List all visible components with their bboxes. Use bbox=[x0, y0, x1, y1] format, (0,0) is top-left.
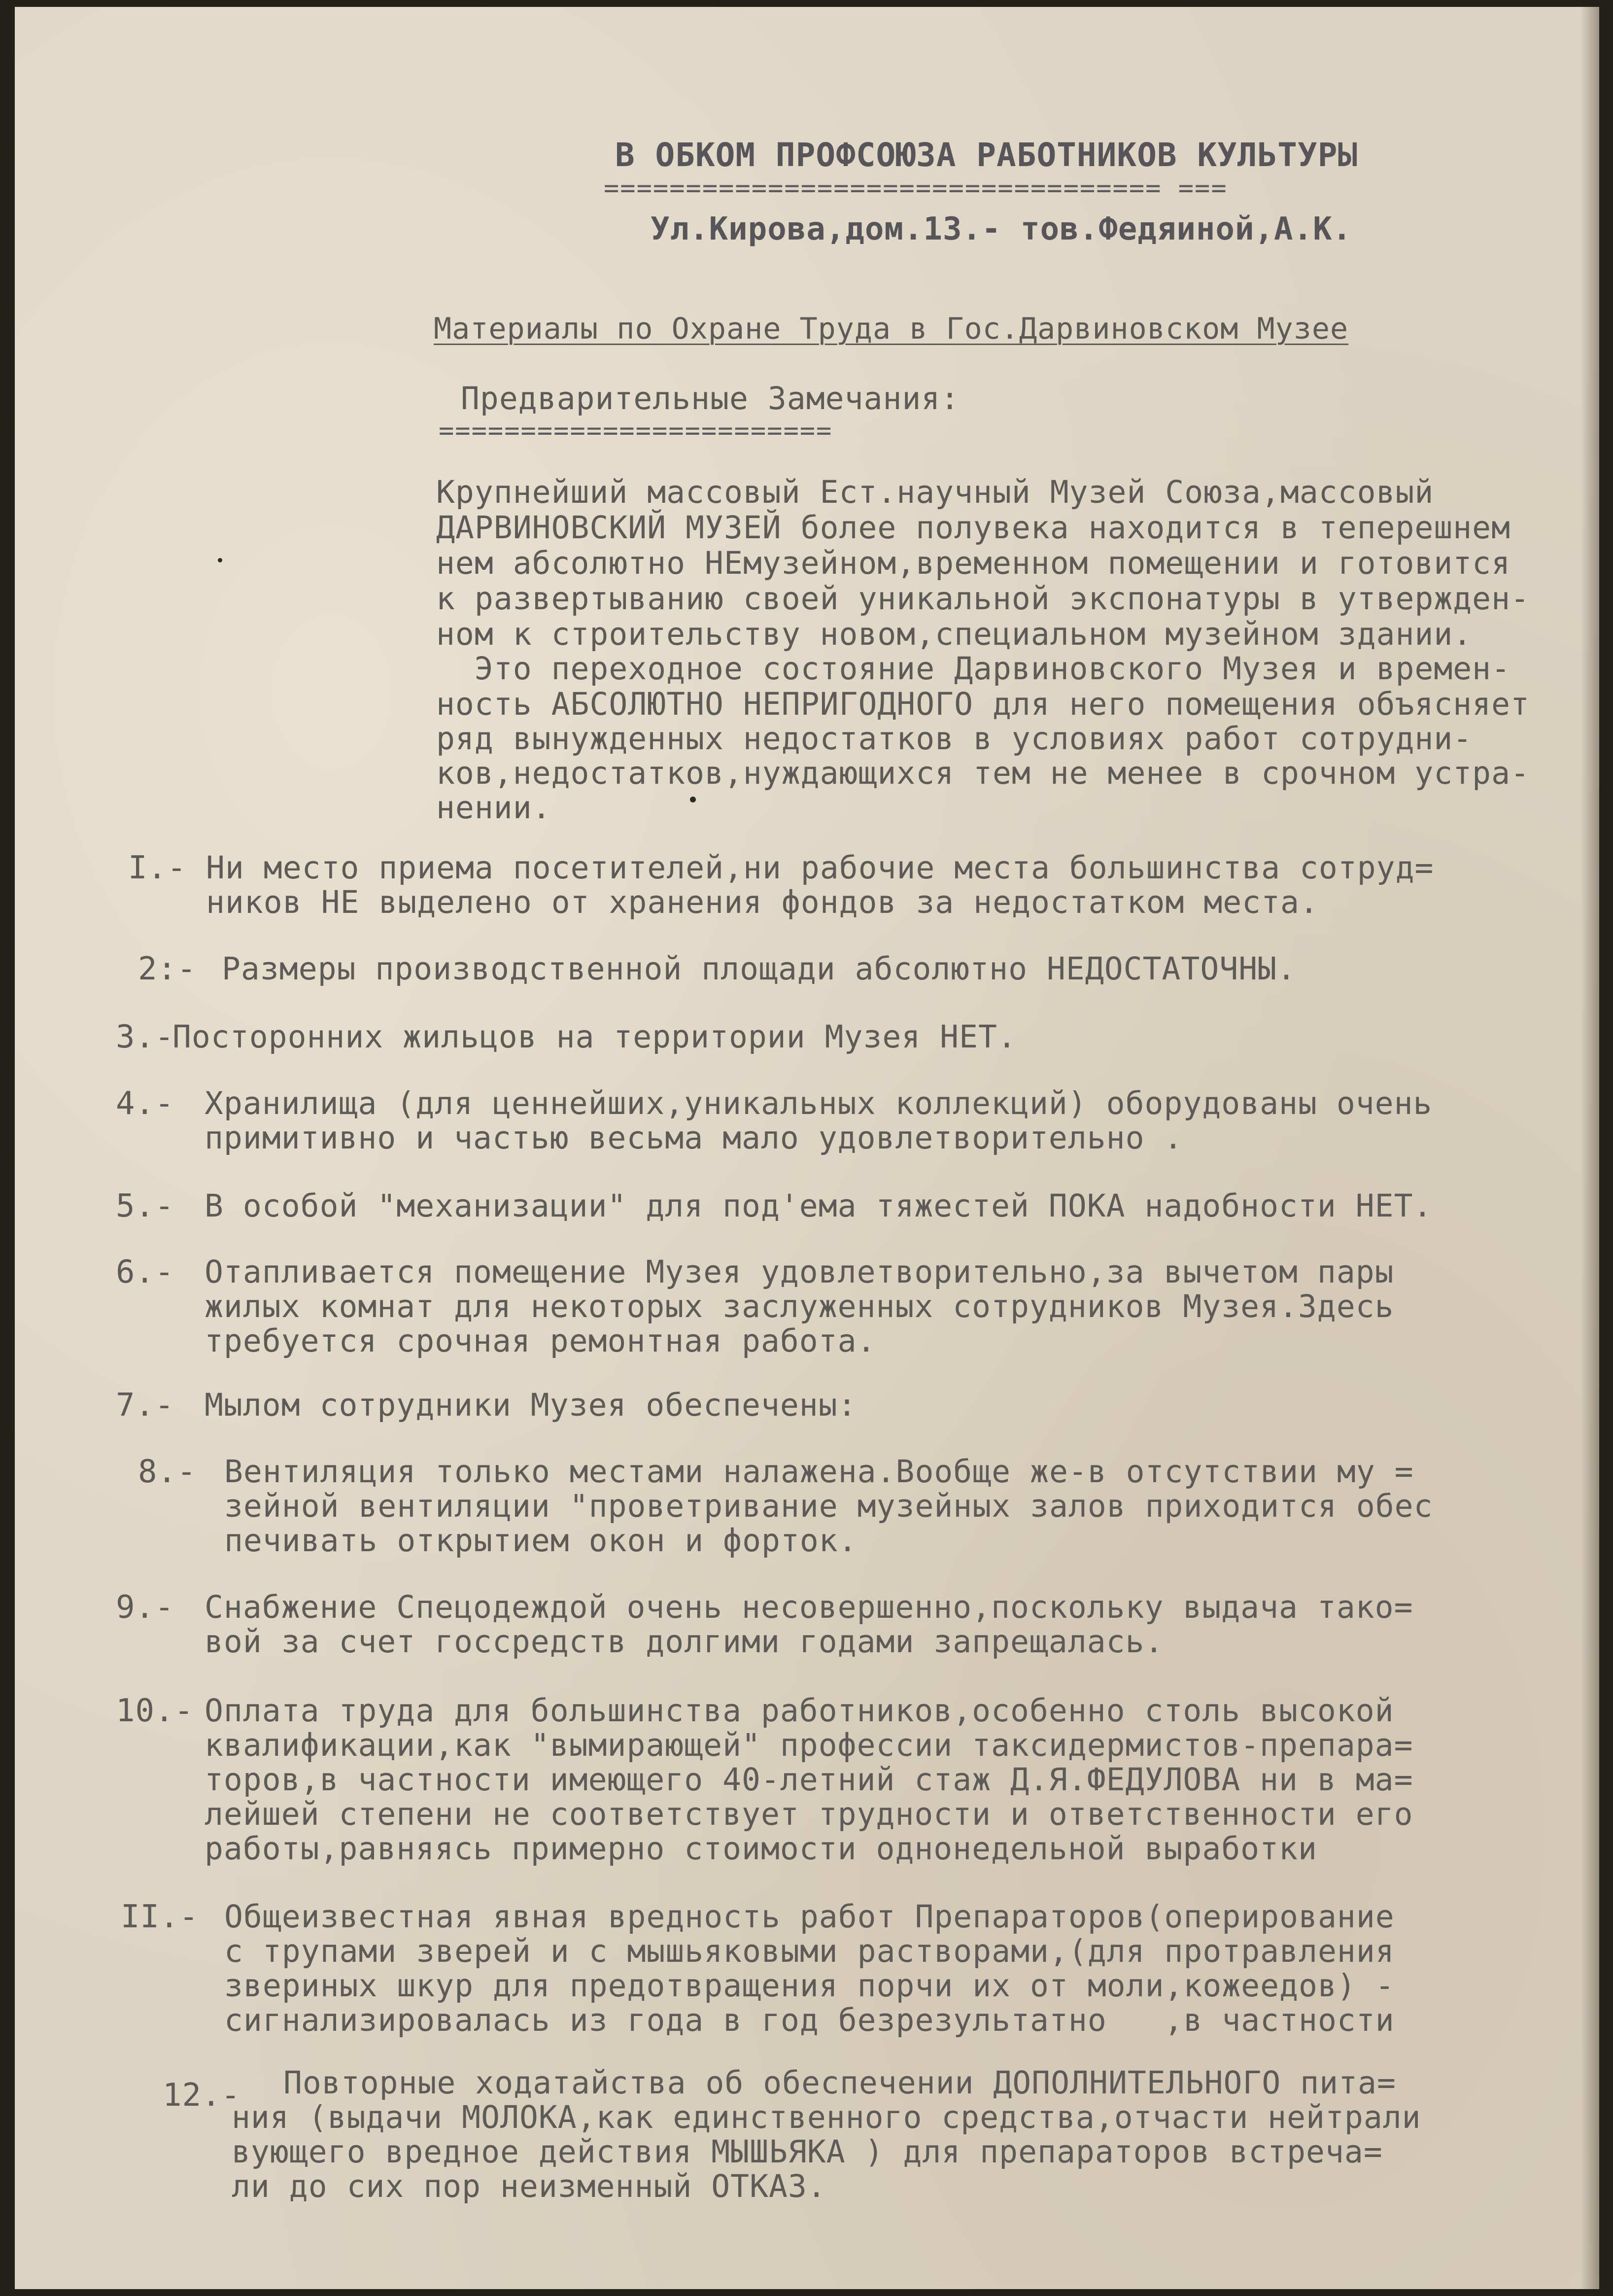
item-number: I.- bbox=[128, 850, 187, 886]
item-line: Мылом сотрудники Музея обеспечены: bbox=[205, 1387, 857, 1423]
item-number: 5.- bbox=[116, 1188, 174, 1224]
subtitle-separator: ======================== bbox=[439, 416, 833, 446]
section-subtitle: Предварительные Замечания: bbox=[461, 381, 960, 417]
item-line: торов,в частности имеющего 40-летний стаж Д.Я.ФЕДУЛОВА ни в ма= bbox=[205, 1762, 1413, 1798]
item-line: Снабжение Спецодеждой очень несовершенно,поскольку выдача тако= bbox=[205, 1589, 1413, 1625]
item-line: Повторные ходатайства об обеспечении ДОПОЛНИТЕЛЬНОГО пита= bbox=[283, 2065, 1396, 2101]
intro-line: ном к строительству новом,специальном музейном здании. bbox=[436, 616, 1473, 652]
document-page bbox=[15, 7, 1599, 2289]
intro-line: нении. bbox=[436, 790, 551, 826]
item-line: вующего вредное действия МЫШЬЯКА ) для препараторов встреча= bbox=[232, 2134, 1383, 2170]
item-number: 4.- bbox=[116, 1085, 174, 1122]
item-line: примитивно и частью весьма мало удовлетворительно . bbox=[205, 1120, 1183, 1156]
item-line: ли до сих пор неизменный ОТКАЗ. bbox=[232, 2168, 826, 2204]
item-number: 10.- bbox=[116, 1693, 194, 1729]
item-number: 6.- bbox=[116, 1254, 174, 1290]
item-line: лейшей степени не соответствует трудности и ответственности его bbox=[205, 1796, 1413, 1832]
item-line: требуется срочная ремонтная работа. bbox=[205, 1323, 876, 1359]
item-line: вой за счет госсредств долгими годами запрещалась. bbox=[205, 1624, 1164, 1660]
item-line: Отапливается помещение Музея удовлетворительно,за вычетом пары bbox=[205, 1254, 1394, 1290]
item-line: ников НЕ выделено от хранения фондов за недостатком места. bbox=[206, 884, 1319, 920]
item-line: Хранилища (для ценнейших,уникальных коллекций) оборудованы очень bbox=[205, 1085, 1433, 1121]
item-number: 12.- bbox=[163, 2077, 241, 2114]
ink-blot bbox=[218, 558, 222, 562]
item-line: Ни место приема посетителей,ни рабочие места большинства сотруд= bbox=[206, 850, 1434, 886]
item-line: Вентиляция только местами налажена.Вообще же-в отсутствии му = bbox=[224, 1454, 1414, 1490]
item-number: 9.- bbox=[116, 1589, 174, 1626]
intro-line: нем абсолютно НЕмузейном,временном помещении и готовится bbox=[436, 545, 1511, 581]
item-number: 7.- bbox=[116, 1387, 174, 1424]
intro-line: Крупнейший массовый Ест.научный Музей Союза,массовый bbox=[436, 474, 1434, 510]
heading-separator: ================================== === bbox=[604, 174, 1228, 203]
item-line: квалификации,как "вымирающей" профессии таксидермистов-препара= bbox=[205, 1727, 1413, 1763]
document-title: Материалы по Охране Труда в Гос.Дарвиновском Музее bbox=[434, 312, 1349, 346]
intro-line: ков,недостатков,нуждающихся тем не менее в срочном устра- bbox=[436, 755, 1530, 791]
item-number: 2:- bbox=[138, 951, 197, 987]
item-line: В особой "механизации" для под'ема тяжестей ПОКА надобности НЕТ. bbox=[205, 1188, 1433, 1224]
intro-line: Это переходное состояние Дарвиновского Музея и времен- bbox=[436, 651, 1511, 687]
item-line: жилых комнат для некоторых заслуженных сотрудников Музея.Здесь bbox=[205, 1288, 1394, 1324]
item-line: звериных шкур для предотвращения порчи их от моли,кожеедов) - bbox=[224, 1968, 1395, 2004]
ink-blot bbox=[690, 797, 696, 802]
intro-line: ность АБСОЛЮТНО НЕПРИГОДНОГО для него помещения объясняет bbox=[436, 686, 1530, 722]
item-line: сигнализировалась из года в год безрезультатно ,в частности bbox=[224, 2002, 1395, 2038]
intro-line: ряд вынужденных недостатков в условиях работ сотрудни- bbox=[436, 721, 1473, 757]
item-line: печивать открытием окон и форток. bbox=[224, 1523, 858, 1559]
intro-line: к развертыванию своей уникальной экспонатуры в утвержден- bbox=[436, 581, 1530, 617]
intro-line: ДАРВИНОВСКИЙ МУЗЕЙ более полувека находится в теперешнем bbox=[436, 510, 1511, 546]
item-line: ния (выдачи МОЛОКА,как единственного средства,отчасти нейтрали bbox=[232, 2099, 1421, 2135]
item-line: с трупами зверей и с мышьяковыми растворами,(для протравления bbox=[224, 1933, 1395, 1969]
item-number: II.- bbox=[121, 1899, 199, 1935]
item-line: Посторонних жильцов на территории Музея НЕТ. bbox=[172, 1019, 1017, 1055]
item-number: 3.- bbox=[116, 1019, 174, 1055]
item-line: Размеры производственной площади абсолютно НЕДОСТАТОЧНЫ. bbox=[222, 951, 1297, 987]
address-line: Ул.Кирова,дом.13.- тов.Федяиной,А.К. bbox=[651, 211, 1352, 247]
item-line: зейной вентиляции "проветривание музейных залов приходится обес bbox=[224, 1488, 1433, 1524]
item-line: Общеизвестная явная вредность работ Препараторов(оперирование bbox=[224, 1899, 1395, 1935]
item-number: 8.- bbox=[138, 1454, 197, 1490]
recipient-heading: В ОБКОМ ПРОФСОЮЗА РАБОТНИКОВ КУЛЬТУРЫ bbox=[615, 136, 1358, 174]
item-line: Оплата труда для большинства работников,особенно столь высокой bbox=[205, 1693, 1394, 1729]
item-line: работы,равняясь примерно стоимости однонедельной выработки bbox=[205, 1831, 1317, 1867]
